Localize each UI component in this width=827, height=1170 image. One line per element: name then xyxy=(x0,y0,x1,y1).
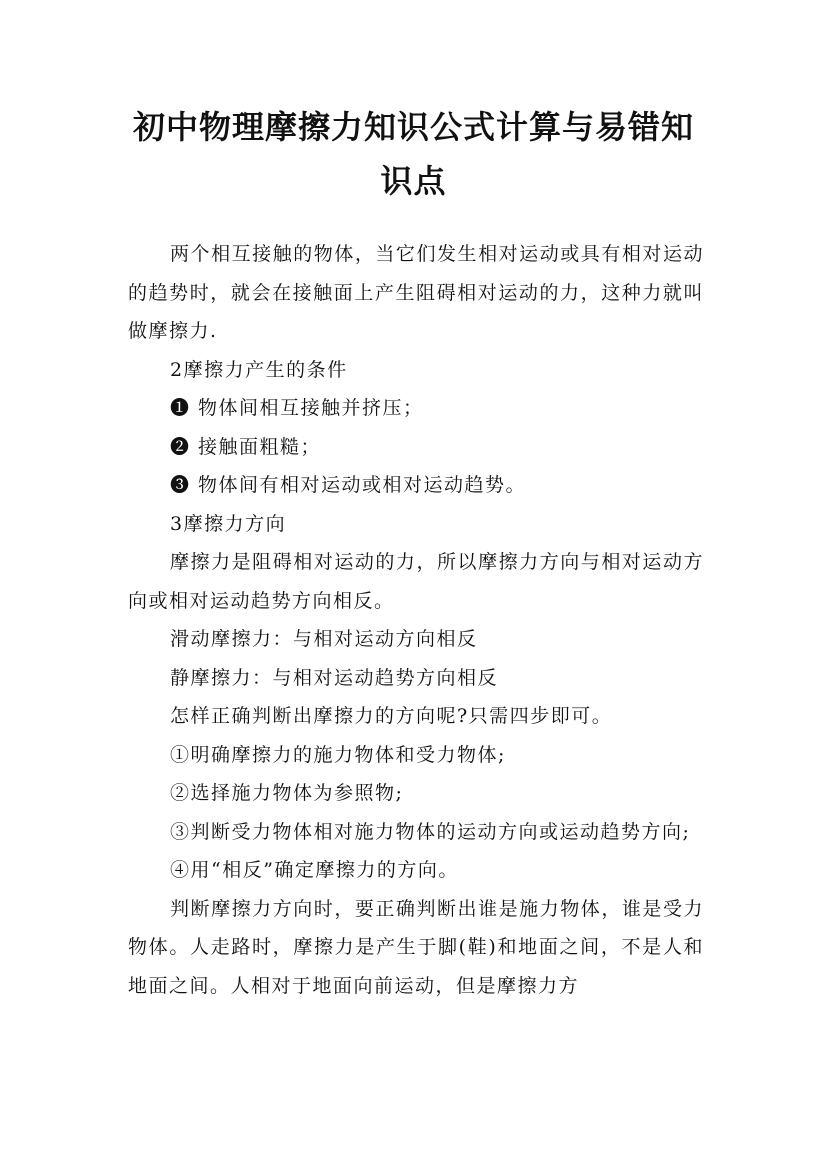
paragraph-walking-example: 判断摩擦力方向时，要正确判断出谁是施力物体，谁是受力物体。人走路时，摩擦力是产生于脚(鞋)和地面之间，不是人和地面之间。人相对于地面向前运动，但是摩擦力方 xyxy=(128,897,704,997)
condition-item-2: ❷ 接触面粗糙； xyxy=(170,435,322,458)
step-item-4: ④用“相反”确定摩擦力的方向。 xyxy=(170,859,459,881)
paragraph-sliding-friction: 滑动摩擦力：与相对运动方向相反 xyxy=(170,628,478,650)
paragraph-static-friction: 静摩擦力：与相对运动趋势方向相反 xyxy=(170,666,499,689)
section-heading-direction: 3摩擦力方向 xyxy=(170,512,287,535)
condition-item-1: ❶ 物体间相互接触并挤压； xyxy=(170,397,424,419)
step-item-1: ①明确摩擦力的施力物体和受力物体; xyxy=(170,743,506,766)
condition-item-3: ❸ 物体间有相对运动或相对运动趋势。 xyxy=(170,474,527,496)
paragraph-definition: 两个相互接触的物体，当它们发生相对运动或具有相对运动的趋势时，就会在接触面上产生阻碍相对运动的力，这种力就叫做摩擦力. xyxy=(128,243,704,342)
paragraph-how-to-judge: 怎样正确判断出摩擦力的方向呢?只需四步即可。 xyxy=(170,705,613,727)
step-item-2: ②选择施力物体为参照物; xyxy=(170,782,404,804)
paragraph-direction: 摩擦力是阻碍相对运动的力，所以摩擦力方向与相对运动方向或相对运动趋势方向相反。 xyxy=(128,551,704,612)
document-title: 初中物理摩擦力知识公式计算与易错知识点 xyxy=(132,108,694,200)
document-body xyxy=(128,235,704,1005)
section-heading-conditions: 2摩擦力产生的条件 xyxy=(170,358,348,381)
step-item-3: ③判断受力物体相对施力物体的运动方向或运动趋势方向; xyxy=(170,820,691,843)
